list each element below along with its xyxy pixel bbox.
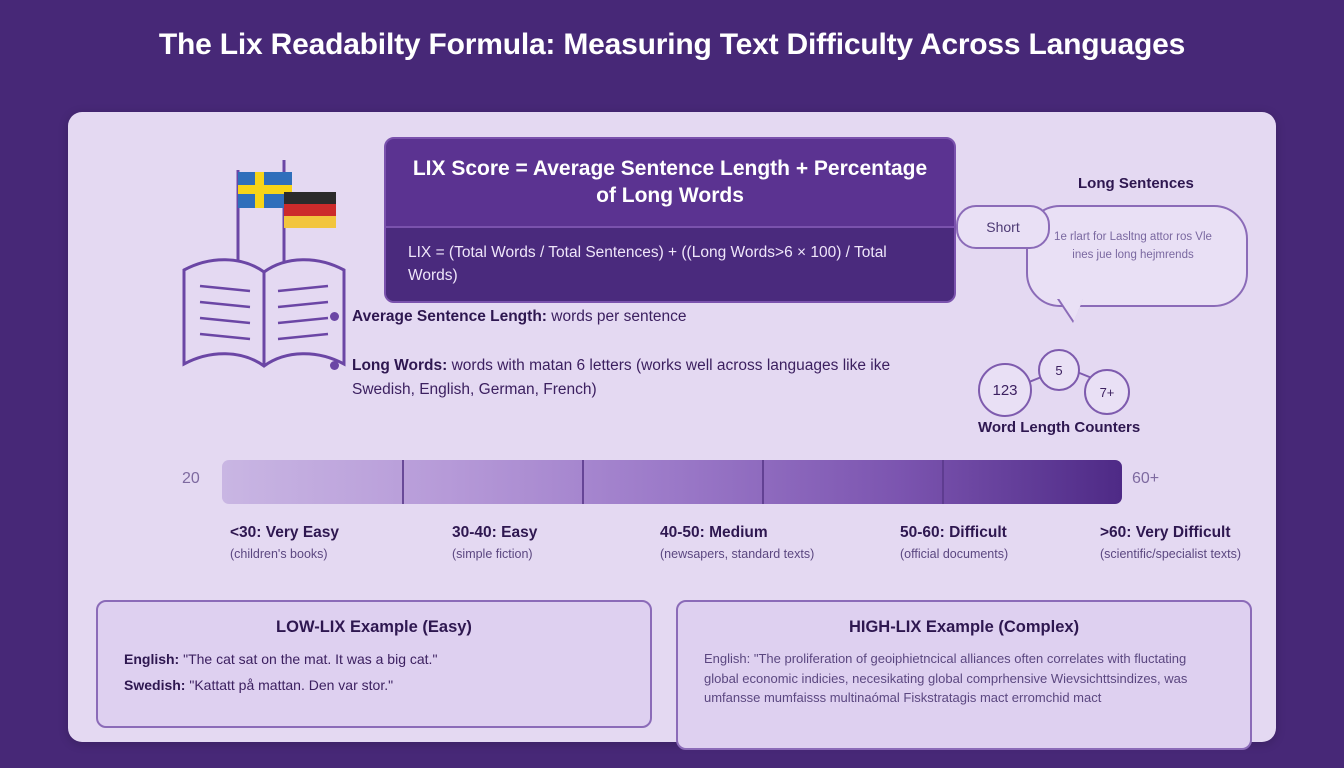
list-item	[326, 305, 946, 328]
low-lix-swedish-label: Swedish:	[124, 677, 186, 694]
page-title: The Lix Readabilty Formula: Measuring Text Difficulty Across Languages	[158, 28, 1186, 61]
scale-label	[452, 524, 537, 561]
formula-sub-text: LIX = (Total Words / Total Sentences) + ((Long Words>6 × 100) / Total Words)	[386, 226, 954, 302]
scale-label-main: 40-50: Medium	[660, 524, 768, 541]
long-sentences-illustration	[948, 167, 1268, 507]
scale-tick	[582, 460, 584, 504]
scale-label-sub: (children's books)	[230, 547, 328, 561]
scale-label-sub: (newsapers, standard texts)	[660, 547, 815, 561]
scale-label-sub: (scientific/specialist texts)	[1100, 547, 1242, 561]
scale-label-main: >60: Very Difficult	[1100, 524, 1231, 541]
bullet-strong: Average Sentence Length:	[352, 308, 547, 325]
scale-label-sub: (simple fiction)	[452, 547, 533, 561]
low-lix-swedish-line	[98, 675, 650, 695]
counters-label: Word Length Counters	[978, 419, 1141, 436]
scale-label-main: 30-40: Easy	[452, 524, 538, 541]
scale-tick	[402, 460, 404, 504]
scale-label-main: 50-60: Difficult	[900, 524, 1007, 541]
flag-sweden-icon	[238, 172, 292, 208]
scale-max-label: 60+	[1132, 470, 1160, 487]
counter-badge: 5	[1038, 349, 1080, 391]
counter-badge: 7+	[1084, 369, 1130, 415]
formula-main-text: LIX Score = Average Sentence Length + Percentage of Long Words	[412, 157, 928, 207]
word-length-counters	[978, 349, 1238, 436]
high-lix-body: English: "The proliferation of geoiphietncical alliances often correlates with fluctating global economic indicies, necesikating global comprhensive Wievsichttsindizes, was umfansse mumfaisss multinaómal Fiskstratagis mact erromchid mact	[704, 651, 1188, 705]
low-lix-english-text: "The cat sat on the mat. It was a big cat."	[179, 651, 438, 667]
low-lix-title: LOW-LIX Example (Easy)	[276, 618, 472, 636]
bullet-dot-icon	[330, 361, 339, 370]
low-lix-english-label: English:	[124, 651, 180, 667]
bubble-tail-icon	[1058, 297, 1084, 321]
low-lix-example-box	[96, 600, 652, 728]
long-sentence-bubble-text: 1e rlart for Lasltng attor ros Vle ines jue long hejmrends	[1054, 231, 1212, 261]
scale-label-main: <30: Very Easy	[230, 524, 340, 541]
flag-germany-icon	[284, 192, 336, 228]
scale-gradient-bar	[222, 460, 1122, 504]
low-lix-swedish-text: "Kattatt på mattan. Den var stor."	[185, 677, 394, 694]
formula-box	[384, 137, 956, 303]
difficulty-scale	[152, 460, 1192, 510]
bullet-dot-icon	[330, 312, 339, 321]
bullet-text: words per sentence	[546, 308, 687, 325]
high-lix-example-box	[676, 600, 1252, 750]
bullet-strong: Long Words:	[352, 357, 448, 375]
short-sentence-bubble: Short	[956, 205, 1050, 249]
high-lix-title: HIGH-LIX Example (Complex)	[848, 618, 1080, 636]
scale-label-row	[152, 524, 1242, 584]
scale-min-label: 20	[182, 470, 200, 487]
long-sentences-label: Long Sentences	[1078, 175, 1194, 192]
definition-list	[326, 305, 946, 427]
low-lix-english-line	[98, 649, 650, 669]
counter-badge: 123	[978, 363, 1032, 417]
scale-label	[230, 524, 339, 561]
scale-tick	[942, 460, 944, 504]
book-icon	[184, 260, 344, 366]
list-item	[326, 354, 946, 401]
scale-tick	[762, 460, 764, 504]
bullet-text: words with matan 6 letters (works well across languages like ike Swedish, English, German, French)	[352, 357, 891, 398]
content-card	[68, 112, 1276, 742]
scale-label	[900, 524, 1008, 561]
scale-label	[660, 524, 814, 561]
scale-label-sub: (official documents)	[900, 547, 1009, 561]
scale-label	[1100, 524, 1241, 561]
